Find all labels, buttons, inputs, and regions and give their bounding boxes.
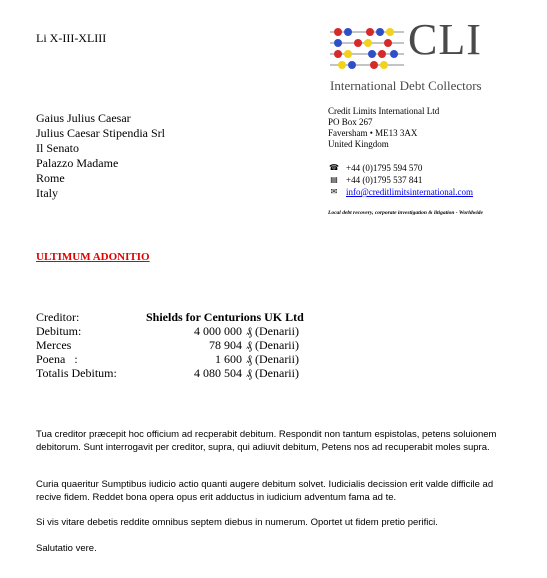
paragraph-1 (36, 428, 511, 454)
fax-number: +44 (0)1795 537 841 (346, 175, 423, 185)
ledger-label: Totalis Debitum: (36, 366, 117, 380)
paragraph-3: Si vis vitare debetis reddite omnibus septem diebus in numerum. Oportet ut fidem pretio perifici. (36, 517, 438, 528)
ledger-label: Merces (36, 338, 72, 352)
ledger-amount: 4 080 504 (194, 366, 242, 380)
creditor-name: Shields for Centurions UK Ltd (146, 310, 304, 324)
paragraph-1-bold: Tua creditor præcepit hoc officium ad recperabit debitum. Respondit non tantum espistolas, petens soluionem debitorum. (36, 429, 497, 453)
company-tagline: Local debt recovery, corporate investigation & litigation - Worldwide (328, 210, 483, 216)
recipient-line: Il Senato (36, 141, 79, 155)
email-row (328, 186, 473, 198)
ledger-amount: 4 000 000 (194, 324, 242, 338)
ledger-currency: ₰ (Denarii) (246, 366, 299, 380)
reference-number: Li X-III-XLIII (36, 31, 107, 45)
abacus-icon (328, 24, 406, 74)
recipient-line: Italy (36, 186, 58, 200)
logo-subtitle: International Debt Collectors (330, 78, 482, 93)
ledger-currency: ₰ (Denarii) (246, 324, 299, 338)
sender-line: Faversham • ME13 3AX (328, 128, 418, 138)
phone-row (328, 162, 473, 174)
logo-text: CLI (408, 15, 482, 64)
recipient-line: Julius Caesar Stipendia Srl (36, 126, 165, 140)
recipient-line: Rome (36, 171, 65, 185)
ledger-amount: 1 600 (215, 352, 242, 366)
recipient-line: Palazzo Madame (36, 156, 119, 170)
closing-salutation: Salutatio vere. (36, 543, 97, 554)
recipient-address (36, 111, 165, 201)
ledger-label: Debitum: (36, 324, 82, 338)
sender-line: United Kingdom (328, 139, 389, 149)
email-link[interactable]: info@creditlimitsinternational.com (346, 187, 474, 197)
letter-heading: ULTIMUM ADONITIO (36, 251, 150, 263)
company-logo (328, 15, 528, 94)
creditor-label: Creditor: (36, 310, 80, 324)
recipient-line: Gaius Julius Caesar (36, 111, 131, 125)
sender-line: PO Box 267 (328, 117, 373, 127)
ledger-currency: ₰ (Denarii) (246, 352, 299, 366)
fax-icon: ▤ (330, 175, 338, 184)
ledger-currency: ₰ (Denarii) (246, 338, 299, 352)
ledger-label: Poena : (36, 352, 78, 366)
paragraph-2: Curia quaeritur Sumptibus iudicio actio quanti augere debitum solvet. Iudicialis decission erit valde difficile ad recive fidem. Reddet bona opera opus erit adductus in iudicium adventum fama ad te. (36, 479, 494, 503)
sender-line: Credit Limits International Ltd (328, 106, 440, 116)
ledger-amount: 78 904 (209, 338, 242, 352)
envelope-icon: ✉ (330, 187, 338, 196)
paragraph-1-rest: Sunt interrogavit per creditor, supra, qui adiuvit debitum, Petens nos ad recuperabit moles supra. (80, 442, 490, 453)
sender-contacts (328, 162, 473, 198)
fax-row (328, 174, 473, 186)
phone-number: +44 (0)1795 594 570 (346, 163, 423, 173)
telephone-icon: ☎ (329, 163, 339, 172)
sender-address (328, 106, 439, 150)
